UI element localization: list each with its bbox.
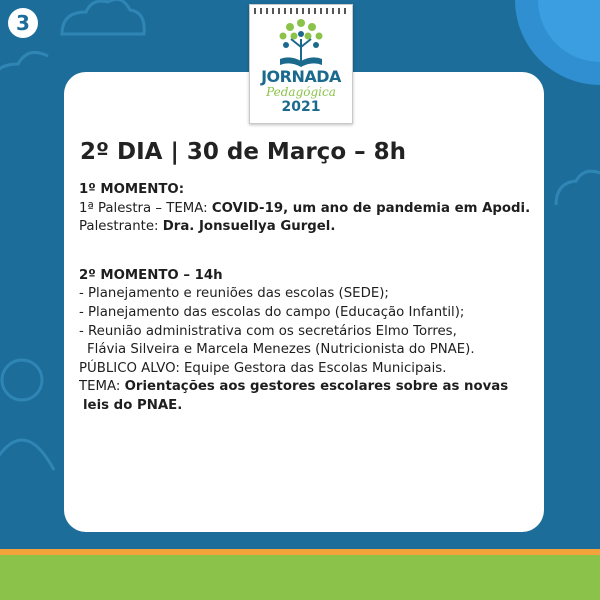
tree-book-icon	[276, 17, 326, 69]
moment2-theme-cont: leis do PNAE.	[83, 397, 183, 413]
person-icon	[0, 440, 54, 470]
list-item: - Planejamento das escolas do campo (Educação Infantil);	[79, 304, 465, 320]
moment2-title: 2º MOMENTO – 14h	[79, 267, 223, 283]
list-item: Flávia Silveira e Marcela Menezes (Nutricionista do PNAE).	[87, 342, 475, 358]
list-item: - Reunião administrativa com os secretários Elmo Torres,	[79, 323, 457, 339]
logo-title: JORNADA	[261, 67, 341, 86]
cloud-icon	[62, 0, 144, 34]
moment1-lecture: 1ª Palestra – TEMA: COVID-19, um ano de pandemia em Apodi.	[79, 200, 531, 216]
schedule-content	[79, 181, 539, 416]
moment1-speaker: Palestrante: Dra. Jonsuellya Gurgel.	[79, 219, 336, 235]
person-icon	[2, 360, 42, 400]
cloud-icon	[0, 52, 48, 92]
event-logo	[249, 4, 353, 124]
notebook-spiral	[254, 8, 348, 14]
list-item: - Planejamento e reuniões das escolas (SEDE);	[79, 286, 389, 302]
target-audience: PÚBLICO ALVO: Equipe Gestora das Escolas Municipais.	[79, 360, 447, 376]
page-title: 2º DIA | 30 de Março – 8h	[80, 139, 407, 165]
logo-year: 2021	[281, 99, 321, 115]
moment2-theme: TEMA: Orientações aos gestores escolares sobre as novas	[79, 379, 509, 395]
logo-subtitle: Pedagógica	[266, 85, 336, 99]
cloud-icon	[556, 171, 600, 205]
page-number-badge: 3	[8, 8, 38, 38]
moment1-title: 1º MOMENTO:	[79, 182, 185, 197]
bottom-stripe-green	[0, 555, 600, 600]
